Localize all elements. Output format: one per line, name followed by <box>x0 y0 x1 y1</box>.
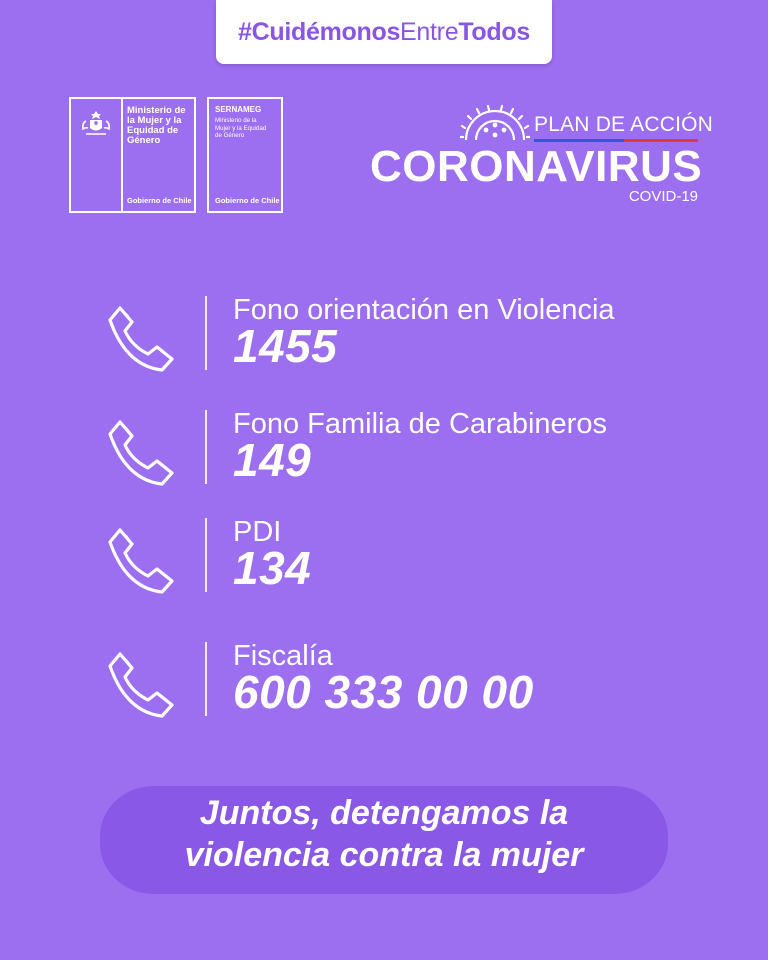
plan-de-accion: PLAN DE ACCIÓN <box>534 113 714 136</box>
hashtag-middle: Entre <box>400 17 459 46</box>
phone-icon <box>106 302 178 374</box>
contact-item-fiscalia <box>100 640 740 720</box>
contact-label: Fiscalía <box>233 640 333 672</box>
hashtag-banner <box>216 0 552 64</box>
slogan <box>100 792 668 876</box>
slogan-line-1: Juntos, detengamos la <box>199 794 569 832</box>
contact-number[interactable]: 1455 <box>233 320 338 372</box>
contact-item-carabineros <box>100 408 740 488</box>
contact-number[interactable]: 149 <box>233 434 312 486</box>
sernameg-gov: Gobierno de Chile <box>215 196 280 205</box>
contact-item-violencia <box>100 294 740 374</box>
ministerio-logo <box>69 97 196 213</box>
sernameg-subtitle: Ministerio de la Mujer y la Equidad de Género <box>215 117 267 139</box>
contact-divider <box>205 410 207 484</box>
coat-of-arms-icon <box>80 109 112 137</box>
virus-icon <box>460 104 530 142</box>
emblem-column <box>71 99 123 211</box>
slogan-line-2: violencia contra la mujer <box>184 836 584 874</box>
contact-divider <box>205 296 207 370</box>
contact-label: PDI <box>233 516 282 548</box>
coronavirus-title: CORONAVIRUS <box>370 142 703 191</box>
contact-divider <box>205 518 207 592</box>
contact-label: Fono Familia de Carabineros <box>233 408 607 440</box>
phone-icon <box>106 524 178 596</box>
hashtag-prefix: #Cuidémonos <box>238 17 401 46</box>
contact-label: Fono orientación en Violencia <box>233 294 615 326</box>
phone-icon <box>106 648 178 720</box>
contact-item-pdi <box>100 516 740 596</box>
sernameg-logo <box>207 97 283 213</box>
contact-number[interactable]: 134 <box>233 542 312 594</box>
sernameg-title: SERNAMEG <box>215 105 262 114</box>
contact-divider <box>205 642 207 716</box>
ministerio-gov: Gobierno de Chile <box>127 196 192 205</box>
contact-number[interactable]: 600 333 00 00 <box>233 666 534 718</box>
ministerio-name: Ministerio de la Mujer y la Equidad de Género <box>127 105 186 146</box>
hashtag-suffix: Todos <box>458 17 530 46</box>
covid-subtitle: COVID-19 <box>628 188 698 205</box>
phone-icon <box>106 416 178 488</box>
